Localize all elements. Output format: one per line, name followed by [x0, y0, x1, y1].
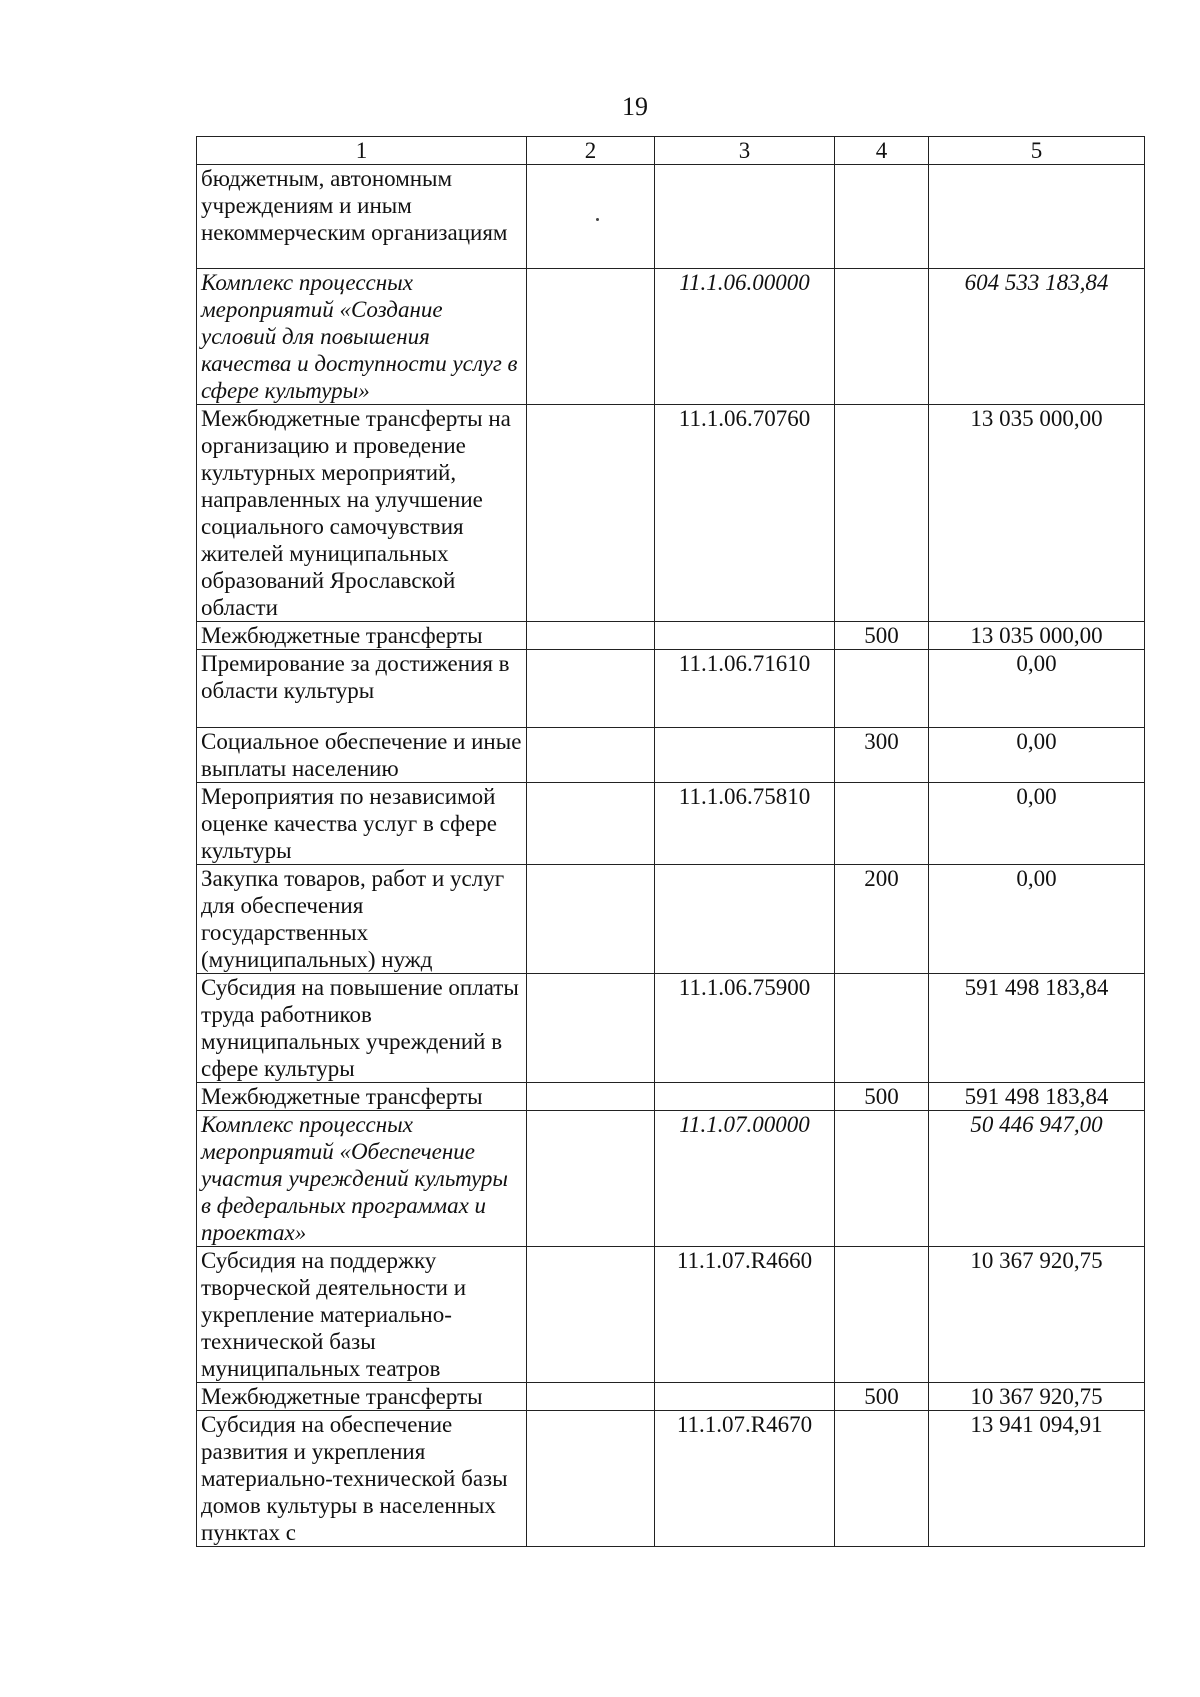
row-col2-cell — [527, 405, 655, 622]
table-row — [197, 1111, 1145, 1247]
row-sum-cell: 0,00 — [929, 783, 1145, 865]
row-name-cell: Мероприятия по независимой оценке качества услуг в сфере культуры — [197, 783, 527, 865]
row-type-cell — [835, 165, 929, 269]
row-name-cell: Субсидия на повышение оплаты труда работников муниципальных учреждений в сфере культуры — [197, 974, 527, 1083]
row-col2-cell — [527, 1411, 655, 1547]
row-sum-cell — [929, 165, 1145, 269]
row-name-cell: Субсидия на обеспечение развития и укрепления материально-технической базы домов культуры в населенных пунктах с — [197, 1411, 527, 1547]
row-type-cell: 200 — [835, 865, 929, 974]
table-row — [197, 650, 1145, 728]
row-type-cell: 500 — [835, 622, 929, 650]
row-sum-cell: 13 035 000,00 — [929, 405, 1145, 622]
table-row — [197, 974, 1145, 1083]
row-code-cell: 11.1.06.75810 — [655, 783, 835, 865]
row-code-cell — [655, 622, 835, 650]
row-type-cell — [835, 405, 929, 622]
table-row — [197, 783, 1145, 865]
table-row — [197, 1247, 1145, 1383]
row-type-cell — [835, 974, 929, 1083]
row-sum-cell: 0,00 — [929, 728, 1145, 783]
row-type-cell — [835, 1247, 929, 1383]
row-type-cell — [835, 650, 929, 728]
table-row — [197, 1383, 1145, 1411]
column-header-4: 4 — [835, 137, 929, 165]
row-name-cell: Комплекс процессных мероприятий «Обеспечение участия учреждений культуры в федеральных программах и проектах» — [197, 1111, 527, 1247]
row-type-cell — [835, 1111, 929, 1247]
scan-speck — [596, 218, 599, 221]
row-sum-cell: 13 035 000,00 — [929, 622, 1145, 650]
row-name-cell: бюджетным, автономным учреждениям и иным некоммерческим организациям — [197, 165, 527, 269]
row-name-cell: Межбюджетные трансферты — [197, 1083, 527, 1111]
row-sum-cell: 604 533 183,84 — [929, 269, 1145, 405]
row-code-cell: 11.1.07.00000 — [655, 1111, 835, 1247]
table-header — [197, 137, 1145, 165]
row-col2-cell — [527, 1083, 655, 1111]
table-row — [197, 165, 1145, 269]
row-code-cell: 11.1.07.R4670 — [655, 1411, 835, 1547]
row-type-cell — [835, 783, 929, 865]
column-header-1: 1 — [197, 137, 527, 165]
table-body — [197, 165, 1145, 1547]
row-type-cell — [835, 269, 929, 405]
row-name-cell: Межбюджетные трансферты на организацию и проведение культурных мероприятий, направленных на улучшение социального самочувствия жителей муниципальных образований Ярославской области — [197, 405, 527, 622]
budget-table — [196, 136, 1145, 1547]
table-row — [197, 405, 1145, 622]
row-sum-cell: 0,00 — [929, 865, 1145, 974]
row-code-cell: 11.1.06.00000 — [655, 269, 835, 405]
table-row — [197, 1083, 1145, 1111]
row-sum-cell: 10 367 920,75 — [929, 1247, 1145, 1383]
row-sum-cell: 13 941 094,91 — [929, 1411, 1145, 1547]
row-code-cell: 11.1.06.71610 — [655, 650, 835, 728]
row-type-cell: 500 — [835, 1083, 929, 1111]
row-col2-cell — [527, 650, 655, 728]
row-code-cell — [655, 865, 835, 974]
row-sum-cell: 10 367 920,75 — [929, 1383, 1145, 1411]
column-header-5: 5 — [929, 137, 1145, 165]
row-col2-cell — [527, 165, 655, 269]
column-header-3: 3 — [655, 137, 835, 165]
row-col2-cell — [527, 1383, 655, 1411]
row-name-cell: Социальное обеспечение и иные выплаты населению — [197, 728, 527, 783]
row-code-cell: 11.1.07.R4660 — [655, 1247, 835, 1383]
row-col2-cell — [527, 269, 655, 405]
table-row — [197, 728, 1145, 783]
row-col2-cell — [527, 974, 655, 1083]
row-col2-cell — [527, 865, 655, 974]
table-row — [197, 865, 1145, 974]
row-sum-cell: 0,00 — [929, 650, 1145, 728]
table-row — [197, 622, 1145, 650]
row-type-cell: 300 — [835, 728, 929, 783]
row-code-cell — [655, 728, 835, 783]
header-row — [197, 137, 1145, 165]
row-name-cell: Субсидия на поддержку творческой деятельности и укрепление материально-технической базы муниципальных театров — [197, 1247, 527, 1383]
row-name-cell: Комплекс процессных мероприятий «Создание условий для повышения качества и доступности услуг в сфере культуры» — [197, 269, 527, 405]
row-name-cell: Закупка товаров, работ и услуг для обеспечения государственных (муниципальных) нужд — [197, 865, 527, 974]
row-col2-cell — [527, 1111, 655, 1247]
row-code-cell — [655, 1383, 835, 1411]
row-code-cell — [655, 165, 835, 269]
row-code-cell: 11.1.06.75900 — [655, 974, 835, 1083]
row-code-cell — [655, 1083, 835, 1111]
row-col2-cell — [527, 622, 655, 650]
row-sum-cell: 591 498 183,84 — [929, 974, 1145, 1083]
column-header-2: 2 — [527, 137, 655, 165]
row-col2-cell — [527, 783, 655, 865]
row-code-cell: 11.1.06.70760 — [655, 405, 835, 622]
row-name-cell: Премирование за достижения в области культуры — [197, 650, 527, 728]
page-number: 19 — [622, 92, 648, 121]
table-row — [197, 1411, 1145, 1547]
row-sum-cell: 591 498 183,84 — [929, 1083, 1145, 1111]
row-name-cell: Межбюджетные трансферты — [197, 622, 527, 650]
row-sum-cell: 50 446 947,00 — [929, 1111, 1145, 1247]
row-type-cell — [835, 1411, 929, 1547]
row-col2-cell — [527, 728, 655, 783]
row-col2-cell — [527, 1247, 655, 1383]
row-type-cell: 500 — [835, 1383, 929, 1411]
table-row — [197, 269, 1145, 405]
row-name-cell: Межбюджетные трансферты — [197, 1383, 527, 1411]
